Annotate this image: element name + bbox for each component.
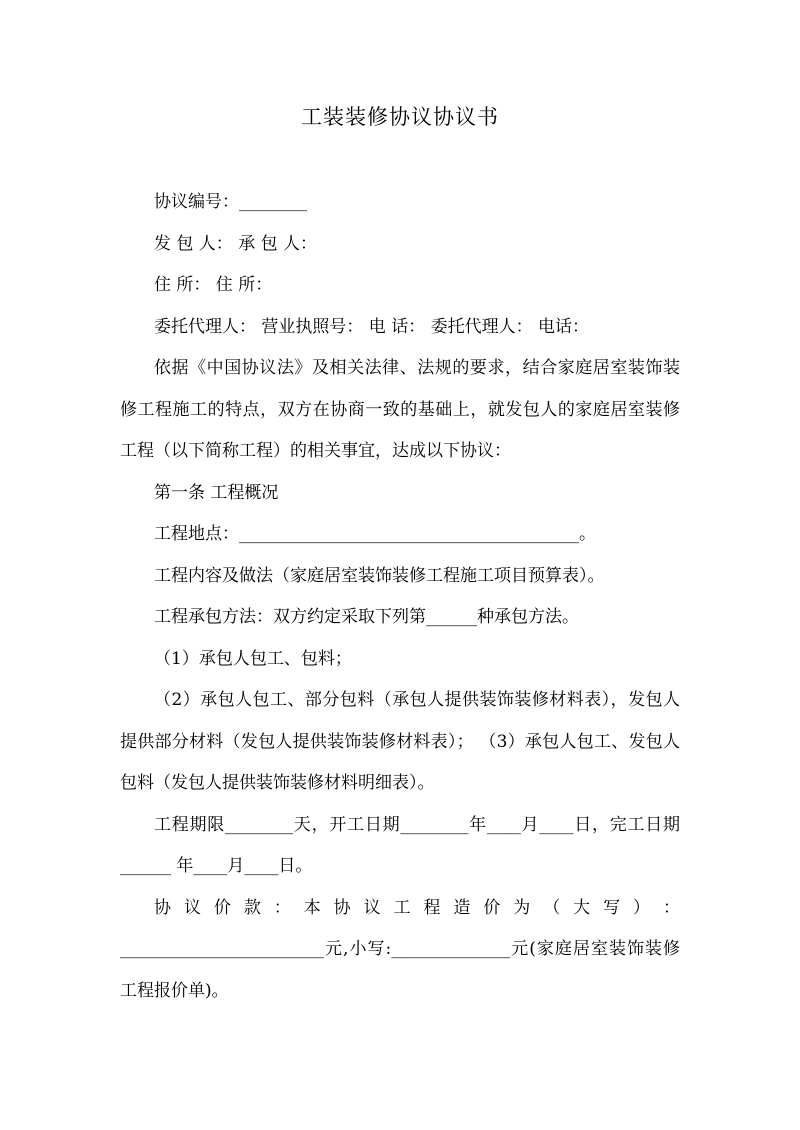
document-body bbox=[120, 182, 680, 1012]
price-label-line: 协 议 价 款 ： 本 协 议 工 程 造 价 为 （ 大 写 ） ： bbox=[154, 897, 680, 918]
document-title: 工装装修协议协议书 bbox=[301, 105, 499, 129]
agents-line: 委托代理人： 营业执照号： 电 话： 委托代理人： 电话： bbox=[154, 316, 590, 337]
basis-paragraph: 依据《中国协议法》及相关法律、法规的要求，结合家庭居室装饰装修工程施工的特点，双方在协商一致的基础上，就发包人的家庭居室装修工程（以下简称工程）的相关事宜，达成以下协议： bbox=[120, 358, 680, 461]
price-detail-paragraph: ________________________元,小写:______________元(家庭居室装饰装修工程报价单)。 bbox=[120, 939, 680, 1001]
project-location-line: 工程地点：________________________________________。 bbox=[154, 524, 596, 544]
method-option-1: （1）承包人包工、包料； bbox=[154, 648, 352, 669]
project-period-paragraph: 工程期限________天，开工日期________年____月____日，完工日期______ 年____月____日。 bbox=[120, 814, 680, 876]
agreement-number-line: 协议编号：________ bbox=[154, 192, 307, 212]
contract-method-line: 工程承包方法：双方约定采取下列第______种承包方法。 bbox=[154, 607, 579, 627]
parties-line: 发 包 人： 承 包 人： bbox=[154, 233, 318, 254]
project-content-line: 工程内容及做法（家庭居室装饰装修工程施工项目预算表）。 bbox=[154, 565, 605, 586]
article-1-heading: 第一条 工程概况 bbox=[154, 482, 279, 503]
method-options-2-3: （2）承包人包工、部分包料（承包人提供装饰装修材料表），发包人提供部分材料（发包人提供装饰装修材料表）； （3）承包人包工、发包人包料（发包人提供装饰装修材料明细表）。 bbox=[120, 690, 680, 793]
address-line: 住 所： 住 所： bbox=[154, 275, 273, 295]
